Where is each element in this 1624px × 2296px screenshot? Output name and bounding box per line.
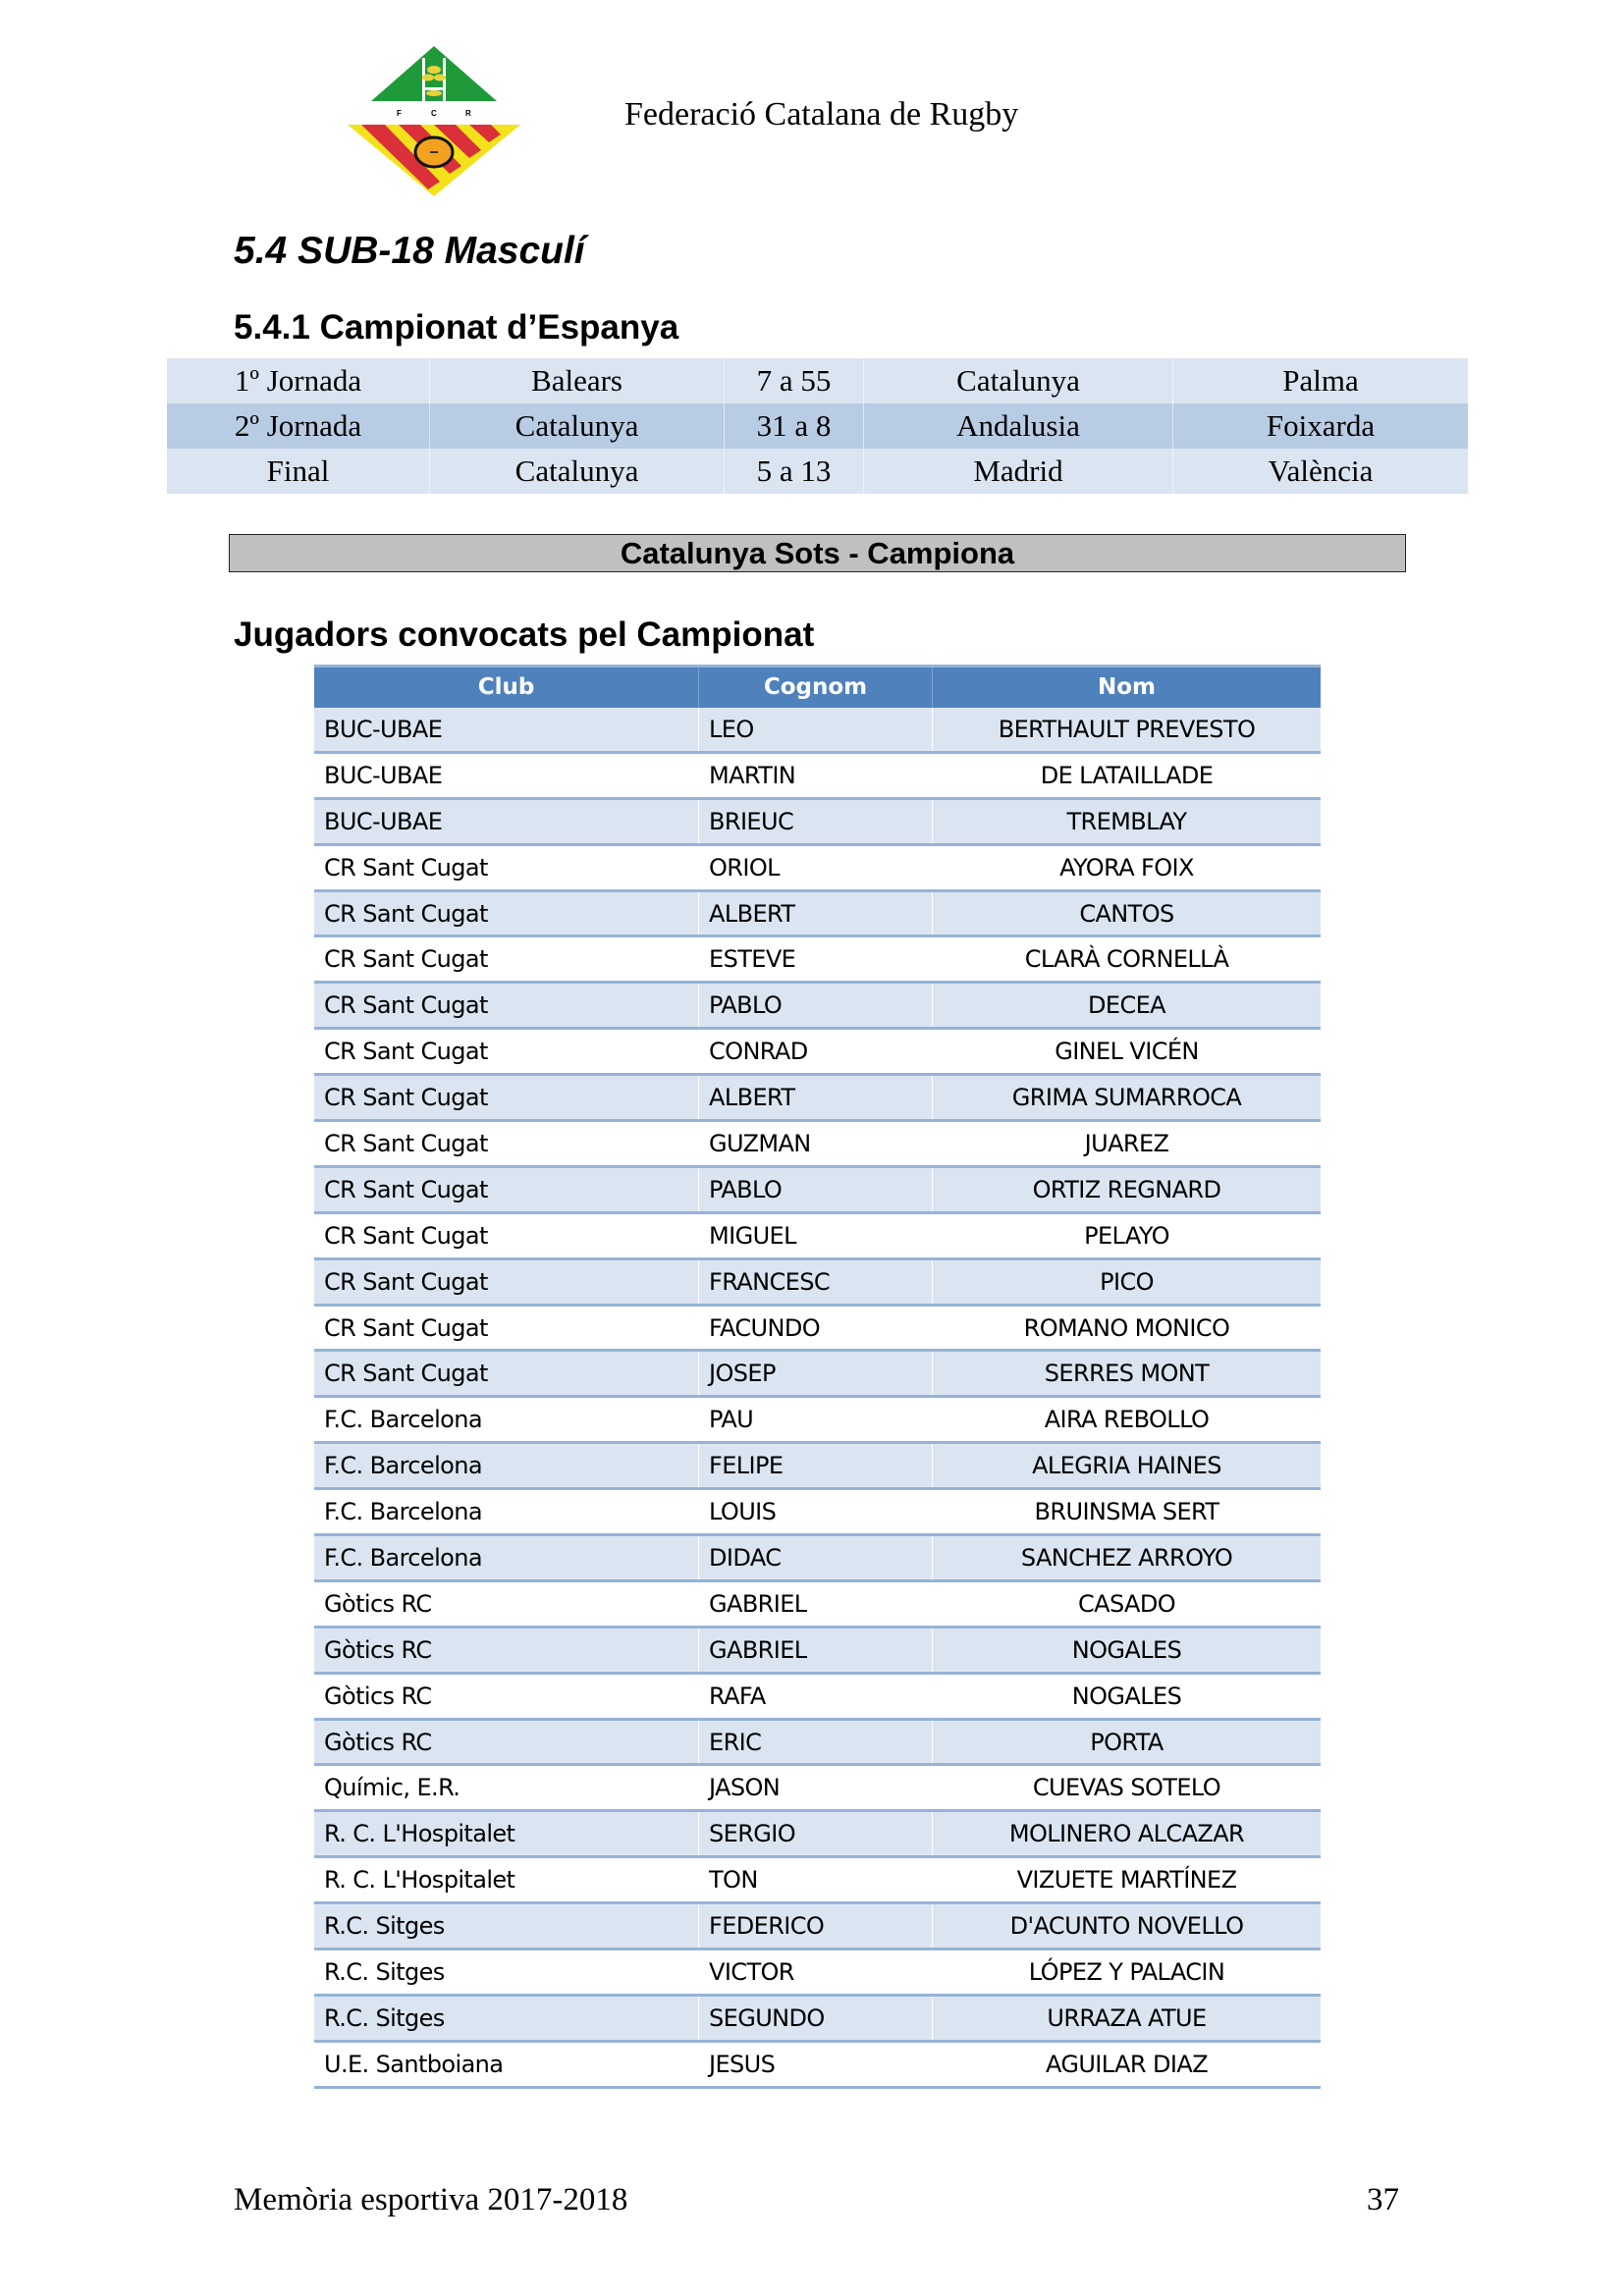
player-club: F.C. Barcelona bbox=[324, 1406, 482, 1434]
player-club: R. C. L'Hospitalet bbox=[314, 1812, 699, 1855]
fcr-logo bbox=[346, 44, 522, 199]
player-club: CR Sant Cugat bbox=[314, 984, 699, 1027]
column-header-nom: Nom bbox=[1097, 674, 1157, 700]
player-club: Gòtics RC bbox=[314, 1629, 699, 1672]
player-surname: JUAREZ bbox=[1084, 1130, 1169, 1158]
player-club: CR Sant Cugat bbox=[324, 1038, 488, 1066]
player-club: CR Sant Cugat bbox=[314, 1352, 699, 1395]
player-surname: LÓPEZ Y PALACIN bbox=[1028, 1958, 1225, 1987]
result-venue: València bbox=[1268, 454, 1374, 488]
player-surname: CANTOS bbox=[1079, 899, 1174, 928]
player-first-name: ERIC bbox=[699, 1721, 933, 1764]
result-venue: Foixarda bbox=[1266, 408, 1376, 443]
player-club: Químic, E.R. bbox=[324, 1774, 460, 1802]
player-row bbox=[314, 1629, 1321, 1675]
player-first-name: JESUS bbox=[709, 2050, 776, 2078]
result-away-team: Andalusia bbox=[864, 403, 1173, 449]
player-row bbox=[314, 1536, 1321, 1582]
player-first-name: GABRIEL bbox=[699, 1629, 933, 1672]
player-club: CR Sant Cugat bbox=[314, 1076, 699, 1119]
player-first-name: RAFA bbox=[709, 1682, 766, 1710]
champion-banner: Catalunya Sots - Campiona bbox=[229, 534, 1406, 572]
player-club: CR Sant Cugat bbox=[324, 853, 488, 881]
player-row bbox=[314, 1950, 1321, 1997]
player-surname: CLARÀ CORNELLÀ bbox=[1024, 945, 1229, 974]
player-first-name: FELIPE bbox=[699, 1444, 933, 1487]
player-row bbox=[314, 1122, 1321, 1168]
result-row bbox=[167, 358, 1468, 403]
player-surname: NOGALES bbox=[1071, 1635, 1182, 1664]
player-row bbox=[314, 1904, 1321, 1950]
player-surname: GRIMA SUMARROCA bbox=[1011, 1084, 1242, 1112]
player-surname: VIZUETE MARTÍNEZ bbox=[1016, 1866, 1237, 1895]
player-row bbox=[314, 2043, 1321, 2089]
player-first-name: LEO bbox=[699, 708, 933, 751]
result-round: 2º Jornada bbox=[167, 403, 430, 449]
player-surname: BERTHAULT PREVESTO bbox=[998, 716, 1256, 743]
player-club: CR Sant Cugat bbox=[324, 1221, 488, 1250]
player-first-name: PABLO bbox=[699, 1168, 933, 1211]
player-first-name: GABRIEL bbox=[709, 1589, 807, 1618]
player-row bbox=[314, 1858, 1321, 1904]
player-club: Gòtics RC bbox=[314, 1721, 699, 1764]
player-row bbox=[314, 708, 1321, 754]
player-first-name: SEGUNDO bbox=[699, 1997, 933, 2040]
player-row bbox=[314, 1168, 1321, 1214]
player-club: Gòtics RC bbox=[324, 1682, 432, 1710]
organization-name: Federació Catalana de Rugby bbox=[624, 96, 1019, 133]
player-club: CR Sant Cugat bbox=[324, 945, 488, 974]
player-surname: ALEGRIA HAINES bbox=[1032, 1452, 1221, 1480]
results-table bbox=[167, 358, 1468, 494]
player-row bbox=[314, 1812, 1321, 1858]
player-first-name: LOUIS bbox=[709, 1498, 777, 1526]
player-surname: DECEA bbox=[1088, 991, 1165, 1020]
result-score: 5 a 13 bbox=[725, 449, 864, 494]
result-row bbox=[167, 449, 1468, 494]
player-first-name: GUZMAN bbox=[709, 1130, 811, 1158]
player-surname: SERRES MONT bbox=[1044, 1360, 1210, 1388]
player-row bbox=[314, 1076, 1321, 1122]
player-first-name: SERGIO bbox=[699, 1812, 933, 1855]
player-first-name: FEDERICO bbox=[699, 1904, 933, 1948]
player-row bbox=[314, 1260, 1321, 1307]
player-club: CR Sant Cugat bbox=[324, 1130, 488, 1158]
player-first-name: FACUNDO bbox=[709, 1313, 821, 1342]
player-row bbox=[314, 1997, 1321, 2043]
player-club: R. C. L'Hospitalet bbox=[324, 1866, 515, 1895]
player-surname: CUEVAS SOTELO bbox=[1032, 1774, 1221, 1802]
player-row bbox=[314, 1490, 1321, 1536]
player-surname: PELAYO bbox=[1084, 1221, 1169, 1250]
logo-letter-r: R bbox=[465, 109, 471, 118]
player-row bbox=[314, 984, 1321, 1030]
player-row bbox=[314, 1444, 1321, 1490]
player-row bbox=[314, 1721, 1321, 1767]
player-surname: AYORA FOIX bbox=[1059, 853, 1194, 881]
player-first-name: PABLO bbox=[699, 984, 933, 1027]
player-club: CR Sant Cugat bbox=[314, 1168, 699, 1211]
player-first-name: MARTIN bbox=[709, 761, 796, 789]
result-home-team: Balears bbox=[430, 358, 725, 403]
column-header-club: Club bbox=[314, 667, 699, 708]
player-surname: ROMANO MONICO bbox=[1023, 1313, 1230, 1342]
player-row bbox=[314, 1214, 1321, 1260]
player-row bbox=[314, 1030, 1321, 1076]
player-first-name: VICTOR bbox=[709, 1958, 794, 1987]
player-row bbox=[314, 1352, 1321, 1398]
player-club: R.C. Sitges bbox=[314, 1997, 699, 2040]
player-first-name: ALBERT bbox=[699, 1076, 933, 1119]
page-number: 37 bbox=[1367, 2182, 1399, 2217]
player-row bbox=[314, 1398, 1321, 1444]
player-surname: MOLINERO ALCAZAR bbox=[1008, 1820, 1245, 1848]
result-score: 7 a 55 bbox=[725, 358, 864, 403]
result-round: 1º Jornada bbox=[167, 358, 430, 403]
player-surname: D'ACUNTO NOVELLO bbox=[1009, 1912, 1244, 1941]
player-row bbox=[314, 1582, 1321, 1629]
player-surname: URRAZA ATUE bbox=[1047, 2003, 1207, 2032]
result-venue: Palma bbox=[1282, 363, 1359, 398]
player-club: BUC-UBAE bbox=[314, 708, 699, 751]
player-row bbox=[314, 1766, 1321, 1812]
player-surname: BRUINSMA SERT bbox=[1034, 1498, 1219, 1526]
player-surname: TREMBLAY bbox=[1066, 807, 1187, 835]
result-away-team: Catalunya bbox=[864, 358, 1173, 403]
player-club: BUC-UBAE bbox=[324, 761, 443, 789]
result-away-team: Madrid bbox=[864, 449, 1173, 494]
player-first-name: ORIOL bbox=[709, 853, 780, 881]
roster-table bbox=[314, 665, 1321, 2089]
player-club: R.C. Sitges bbox=[314, 1904, 699, 1948]
player-first-name: BRIEUC bbox=[699, 800, 933, 843]
player-surname: AIRA REBOLLO bbox=[1044, 1406, 1210, 1434]
result-score: 31 a 8 bbox=[725, 403, 864, 449]
player-club: R.C. Sitges bbox=[324, 1958, 445, 1987]
player-row bbox=[314, 846, 1321, 892]
player-surname: AGUILAR DIAZ bbox=[1045, 2050, 1209, 2078]
player-club: F.C. Barcelona bbox=[314, 1536, 699, 1579]
roster-body bbox=[314, 708, 1321, 2089]
section-title: 5.4 SUB-18 Masculí bbox=[234, 230, 585, 272]
player-club: CR Sant Cugat bbox=[314, 892, 699, 935]
logo-letter-c: C bbox=[431, 109, 437, 118]
player-row bbox=[314, 892, 1321, 938]
result-home-team: Catalunya bbox=[430, 403, 725, 449]
subsection-title: 5.4.1 Campionat d’Espanya bbox=[234, 308, 679, 347]
player-first-name: JOSEP bbox=[699, 1352, 933, 1395]
player-row bbox=[314, 1675, 1321, 1721]
player-club: CR Sant Cugat bbox=[324, 1313, 488, 1342]
player-first-name: CONRAD bbox=[709, 1038, 808, 1066]
player-row bbox=[314, 754, 1321, 800]
player-surname: PORTA bbox=[1090, 1728, 1164, 1756]
result-row bbox=[167, 403, 1468, 449]
player-first-name: PAU bbox=[709, 1406, 754, 1434]
result-round: Final bbox=[167, 449, 430, 494]
players-title: Jugadors convocats pel Campionat bbox=[234, 615, 815, 654]
column-header-cognom: Cognom bbox=[699, 667, 933, 708]
logo-letter-f: F bbox=[397, 109, 402, 118]
player-club: F.C. Barcelona bbox=[324, 1498, 482, 1526]
player-surname: CASADO bbox=[1077, 1589, 1176, 1618]
player-club: Gòtics RC bbox=[324, 1589, 432, 1618]
player-surname: DE LATAILLADE bbox=[1040, 761, 1214, 789]
player-row bbox=[314, 800, 1321, 846]
result-home-team: Catalunya bbox=[430, 449, 725, 494]
player-first-name: ESTEVE bbox=[709, 945, 796, 974]
player-club: F.C. Barcelona bbox=[314, 1444, 699, 1487]
player-first-name: MIGUEL bbox=[709, 1221, 796, 1250]
player-surname: SANCHEZ ARROYO bbox=[1020, 1544, 1233, 1573]
player-row bbox=[314, 937, 1321, 984]
player-surname: GINEL VICÉN bbox=[1055, 1038, 1199, 1066]
player-first-name: TON bbox=[709, 1866, 758, 1895]
player-row bbox=[314, 1307, 1321, 1353]
player-club: U.E. Santboiana bbox=[324, 2050, 504, 2078]
player-surname: PICO bbox=[1100, 1267, 1154, 1296]
player-club: CR Sant Cugat bbox=[314, 1260, 699, 1304]
player-club: BUC-UBAE bbox=[314, 800, 699, 843]
player-surname: ORTIZ REGNARD bbox=[1032, 1175, 1221, 1203]
player-first-name: DIDAC bbox=[699, 1536, 933, 1579]
player-first-name: ALBERT bbox=[699, 892, 933, 935]
player-surname: NOGALES bbox=[1071, 1682, 1182, 1710]
player-first-name: JASON bbox=[709, 1774, 781, 1802]
roster-header-row bbox=[314, 665, 1321, 708]
footer-document-title: Memòria esportiva 2017-2018 bbox=[234, 2182, 628, 2217]
player-first-name: FRANCESC bbox=[699, 1260, 933, 1304]
